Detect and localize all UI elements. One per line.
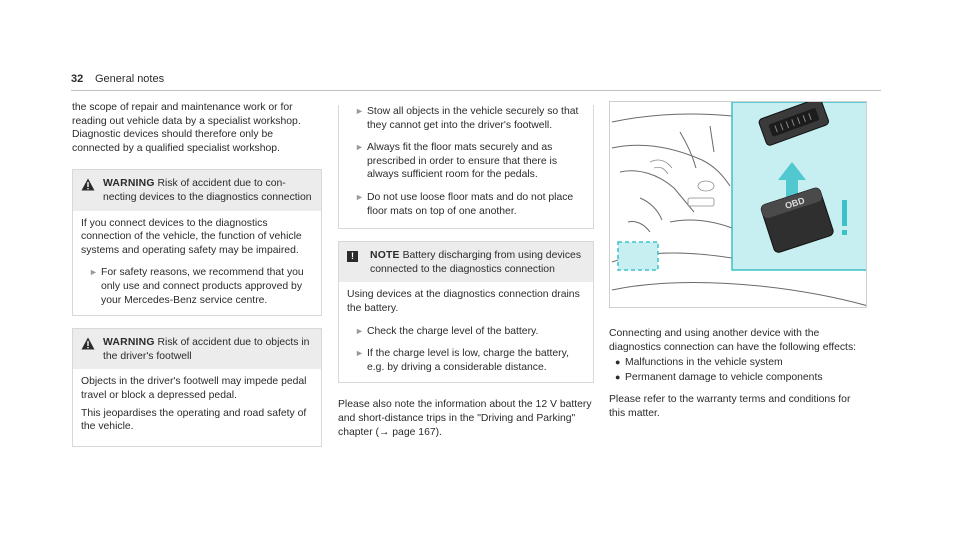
warning-box-continued (338, 105, 594, 229)
step-text: Always fit the floor mats securely and as prescribed in order to ensure that there is always sufficient room for the pedals. (367, 142, 558, 181)
step-text: Do not use loose floor mats and do not place floor mats on top of one another. (367, 191, 574, 217)
warning-title-text: Risk of accident due to connecting devices to the diagnostics connection (103, 178, 312, 203)
step-text: Stow all objects in the vehicle securely so that they cannot get into the driver's footwell. (367, 106, 579, 131)
instruction-step (347, 325, 585, 339)
arrow-right-icon: ► (355, 325, 364, 336)
instruction-step (347, 347, 585, 374)
warning-body-text: Objects in the driver's footwell may impede pedal travel or block a depressed pedal. (81, 376, 307, 401)
bullet-icon: ● (615, 357, 621, 368)
warning-title (103, 177, 313, 204)
warranty-paragraph: Please refer to the warranty terms and conditions for this matter. (609, 394, 851, 419)
note-box-battery (338, 241, 594, 383)
column-middle (338, 101, 594, 439)
warning-header (73, 170, 321, 210)
warning-header (73, 329, 321, 369)
note-header (339, 242, 593, 282)
list-item (609, 371, 867, 385)
bullet-icon: ● (615, 371, 621, 382)
warning-title (103, 336, 313, 363)
instruction-step (347, 191, 585, 218)
warning-triangle-icon (81, 178, 95, 191)
warning-box-footwell (72, 328, 322, 447)
reference-paragraph: Please also note the information about the 12 V battery and short-distance trips in the "Driving and Parking" chapter (→ page 167). (338, 399, 592, 438)
note-body-text: Using devices at the diagnostics connection drains the battery. (347, 289, 580, 314)
arrow-right-icon: ► (355, 191, 364, 202)
arrow-right-icon: ► (355, 348, 364, 359)
dashboard-drawing (610, 102, 867, 308)
warning-body-text: If you connect devices to the diagnostics connection of the vehicle, the function of vehicle systems and operating safety may be impaired. (81, 217, 302, 256)
warning-label: WARNING (103, 337, 155, 349)
step-text: If the charge level is low, charge the battery, e.g. by driving a considerable distance. (367, 348, 569, 373)
page-number: 32 (71, 73, 84, 85)
intro-paragraph: the scope of repair and maintenance work or for reading out vehicle data by a specialist workshop. Diagnostic devices should therefore only be connected by a qualified specialist workshop. (72, 102, 301, 154)
instruction-step (347, 141, 585, 182)
exclamation-icon: ! (347, 251, 358, 262)
step-text: For safety reasons, we recommend that you only use and connect products approved by your Mercedes-Benz service centre. (101, 267, 304, 306)
warning-title-text: Risk of accident due to objects in the driver's footwell (103, 337, 310, 362)
note-body (339, 282, 593, 382)
warning-body-text: This jeopardises the operating and road safety of the vehicle. (81, 407, 307, 433)
list-item-text: Malfunctions in the vehicle system (625, 357, 783, 369)
step-text: Check the charge level of the battery. (367, 325, 539, 337)
warning-label: WARNING (103, 178, 155, 190)
note-title-text: Battery discharging from using devices connected to the diagnostics connection (370, 250, 582, 275)
section-title: General notes (95, 73, 165, 85)
note-label: NOTE (370, 250, 400, 262)
instruction-step (81, 266, 313, 307)
column-left (72, 101, 322, 447)
note-title (370, 249, 585, 276)
obd-label: OBD (783, 195, 806, 211)
instruction-step (347, 105, 585, 132)
warning-body (73, 369, 321, 445)
warning-body (73, 211, 321, 316)
page-header (71, 73, 881, 91)
arrow-right-icon: ► (89, 267, 98, 278)
arrow-right-icon: ► (355, 106, 364, 116)
warning-box-diagnostics (72, 169, 322, 316)
arrow-right-icon: ► (355, 142, 364, 153)
obd-connection-illustration (609, 101, 867, 308)
effects-list (609, 356, 867, 384)
list-item-text: Permanent damage to vehicle components (625, 371, 823, 383)
list-item (609, 356, 867, 370)
column-right (609, 101, 867, 421)
illustration-caption: Connecting and using another device with the diagnostics connection can have the following effects: (609, 328, 857, 353)
warning-triangle-icon (81, 337, 95, 350)
